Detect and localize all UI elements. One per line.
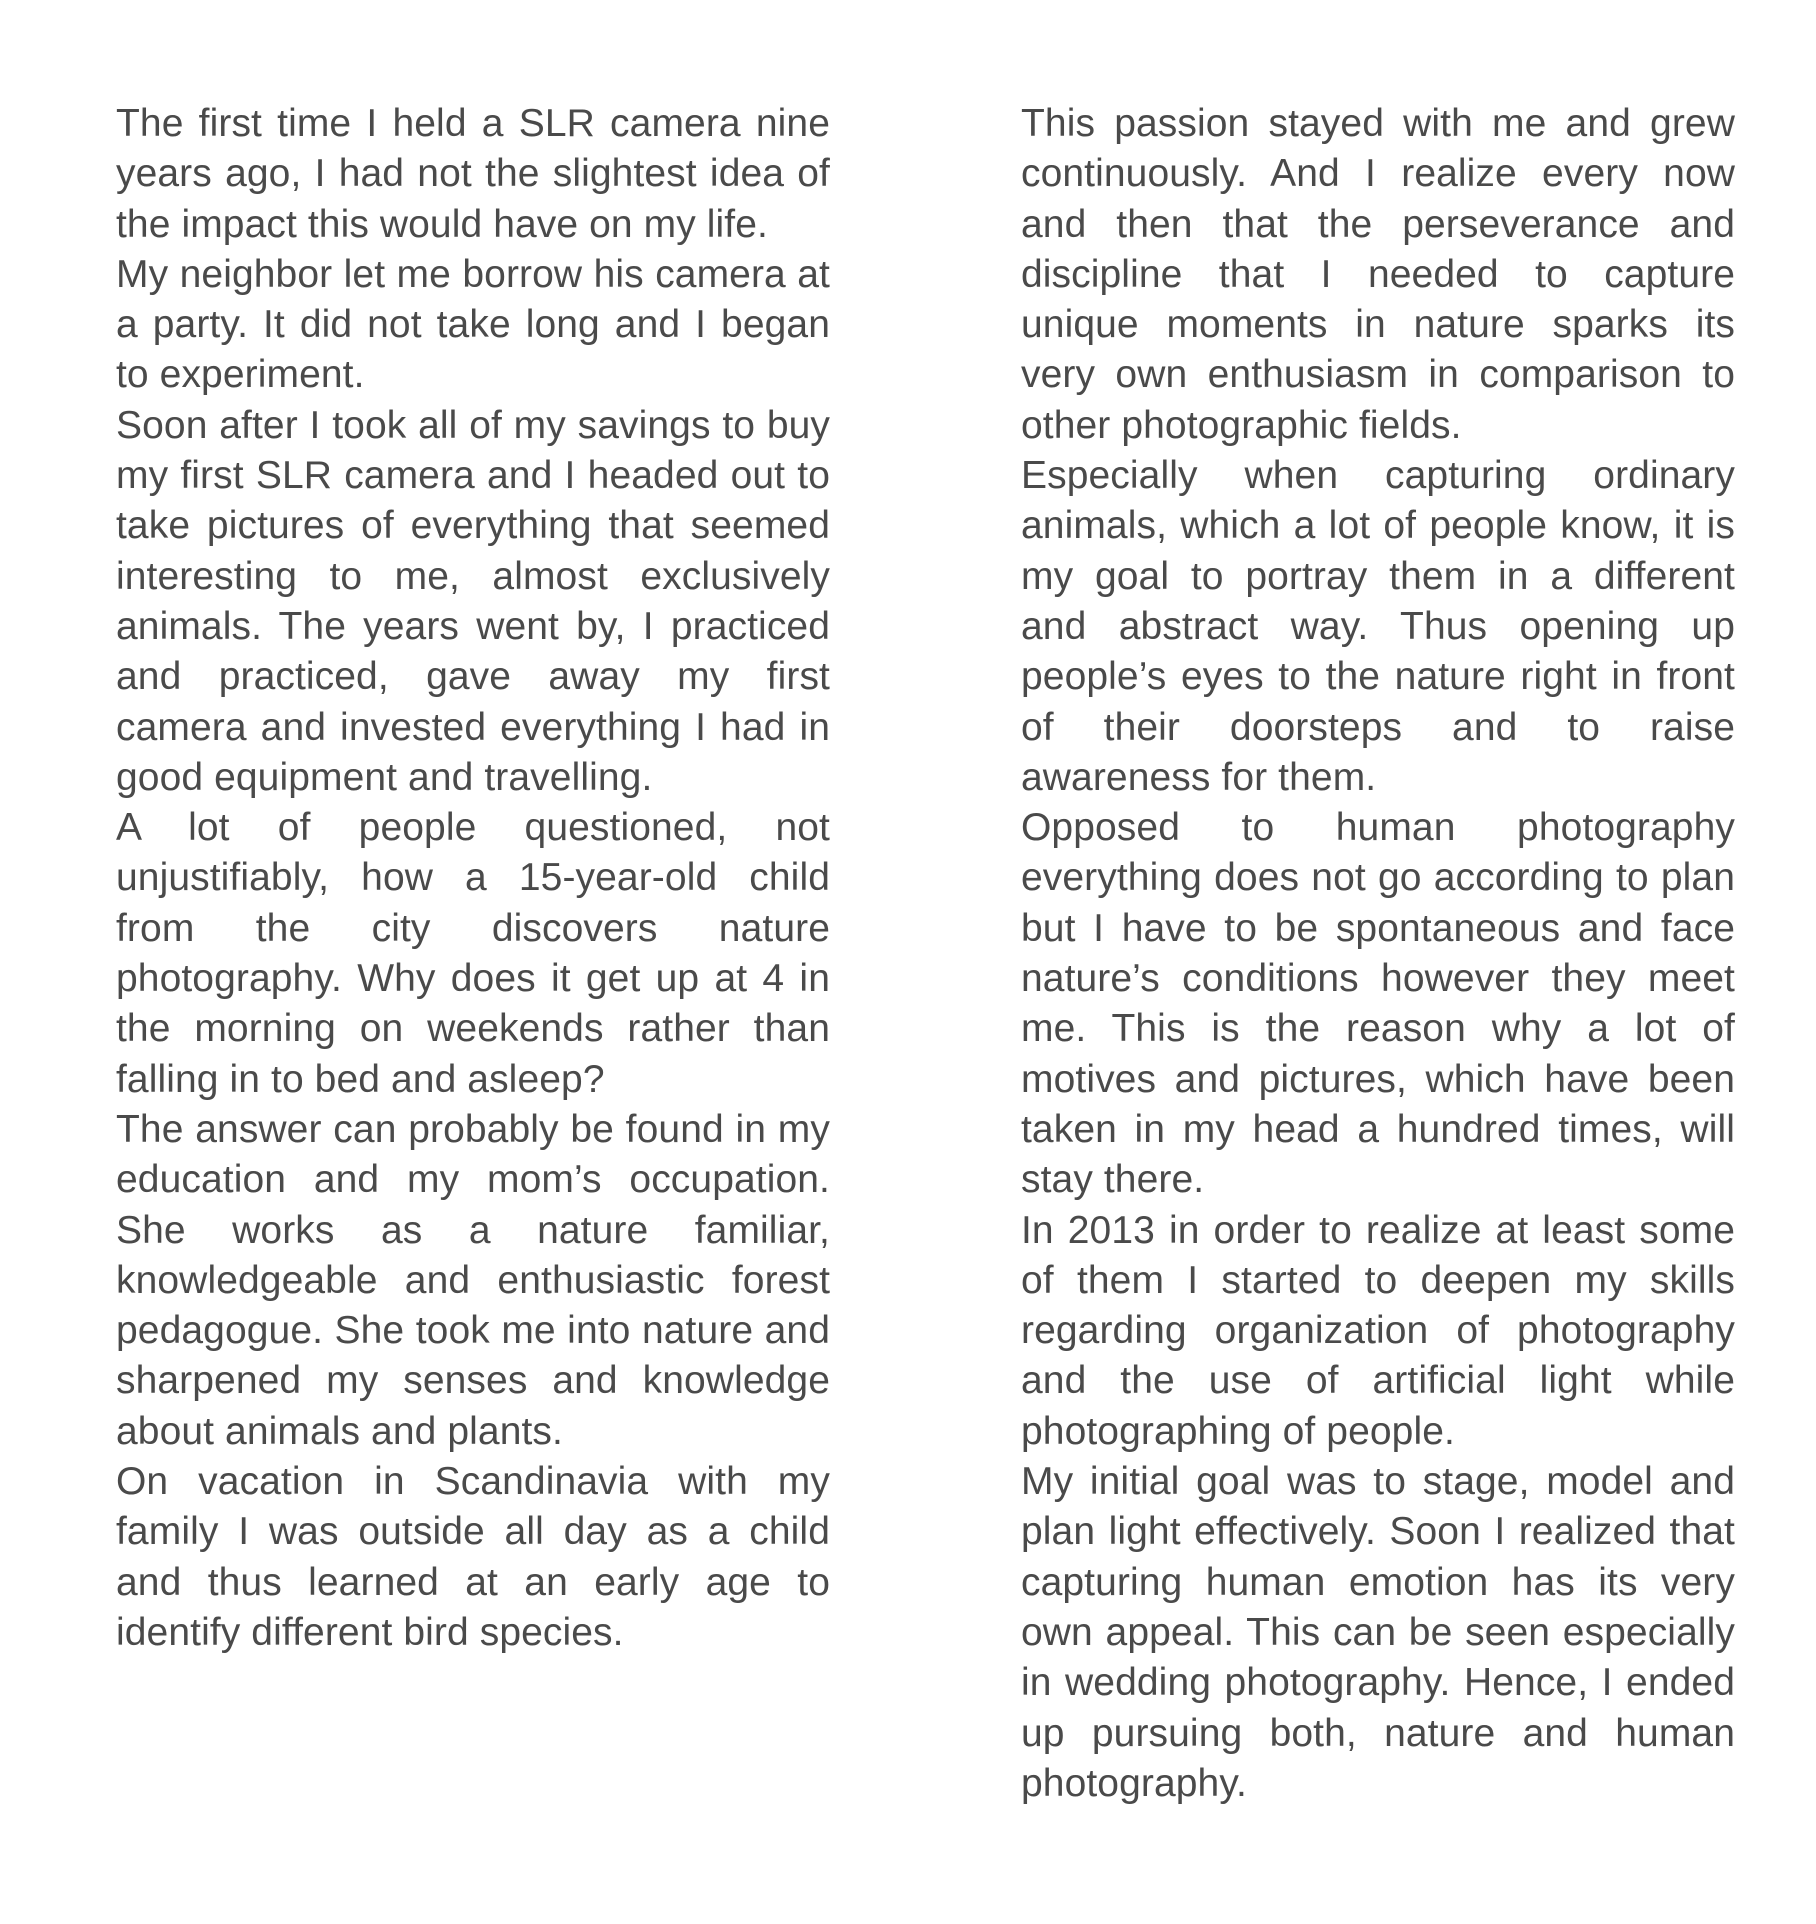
paragraph: Especially when capturing ordinary animals, which a lot of people know, it is my goal to portray them in a different and abstract way. Thus opening up people’s eyes to the nature right in front of their doorsteps and to raise awareness for them. — [1021, 454, 1735, 799]
paragraph: The answer can probably be found in my education and my mom’s occupation. She works as a nature familiar, knowledgeable and enthusiastic forest pedagogue. She took me into nature and sharpened my senses and knowledge about animals and plants. — [116, 1107, 830, 1453]
paragraph: Opposed to human photography everything does not go according to plan but I have to be spontaneous and face nature’s conditions however they meet me. This is the reason why a lot of motives and pictures, which have been taken in my head a hundred times, will stay there. — [1021, 806, 1735, 1202]
paragraph: The first time I held a SLR camera nine years ago, I had not the slightest idea of the impact this would have on my life. — [116, 102, 830, 246]
paragraph: My neighbor let me borrow his camera at a party. It did not take long and I began to experiment. — [116, 252, 830, 397]
paragraph: In 2013 in order to realize at least some of them I started to deepen my skills regarding organization of photography and the use of artificial light while photographing of people. — [1021, 1208, 1735, 1453]
right-text-column — [1021, 99, 1735, 1809]
paragraph: My initial goal was to stage, model and plan light effectively. Soon I realized that capturing human emotion has its very own appeal. This can be seen especially in wedding photography. Hence, I ended up pursuing both, nature and human photography. — [1021, 1460, 1735, 1805]
left-text-column — [116, 99, 830, 1658]
paragraph: Soon after I took all of my savings to buy my first SLR camera and I headed out to take pictures of everything that seemed interesting to me, almost exclusively animals. The years went by, I practiced and practiced, gave away my first camera and invested everything I had in good equipment and travelling. — [116, 403, 830, 799]
paragraph: This passion stayed with me and grew continuously. And I realize every now and then that the perseverance and discipline that I needed to capture unique moments in nature sparks its very own enthusiasm in comparison to other photographic fields. — [1021, 102, 1735, 447]
paragraph: On vacation in Scandinavia with my family I was outside all day as a child and thus learned at an early age to identify different bird species. — [116, 1460, 830, 1654]
paragraph: A lot of people questioned, not unjustifiably, how a 15-year-old child from the city discovers nature photography. Why does it get up at 4 in the morning on weekends rather than falling in to bed and asleep? — [116, 806, 830, 1101]
